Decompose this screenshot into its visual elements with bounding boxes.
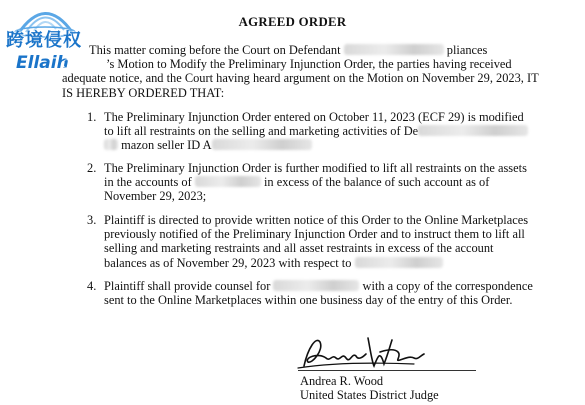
- redacted-block: [355, 257, 443, 268]
- item-text: balances as of November 29, 2023 with respect to: [104, 255, 352, 270]
- item-text: in excess of the balance of such account as of: [263, 175, 490, 190]
- intro-line: IS HEREBY ORDERED THAT:: [62, 85, 225, 100]
- judge-name: Andrea R. Wood: [300, 374, 384, 388]
- item-text: The Preliminary Injunction Order entered on October 11, 2023 (ECF 29) is modified: [104, 110, 524, 124]
- item-text: sent to the Online Marketplaces within one business day of the entry of this Order.: [104, 293, 513, 308]
- item-text: with a copy of the correspondence: [362, 279, 533, 293]
- intro-text: Co., Ltd.: [62, 57, 107, 72]
- judge-title: United States District Judge: [300, 388, 439, 402]
- document-title: AGREED ORDER: [238, 15, 347, 29]
- order-item-4: [104, 279, 574, 307]
- order-item-3: [104, 213, 574, 270]
- intro-paragraph: [62, 43, 567, 100]
- item-line: [104, 175, 574, 189]
- item-text: Plaintiff is directed to provide written notice of this Order to the Online Marketplaces: [104, 213, 529, 227]
- item-text: to lift all restraints on the selling and marketing activities of De: [104, 124, 419, 139]
- redacted-block: [195, 176, 261, 187]
- intro-line: adequate notice, and the Court having heard argument on the Motion on November 29, 2023, IT: [62, 71, 539, 86]
- item-number: 1.: [87, 110, 97, 124]
- intro-text: pliances: [446, 43, 488, 57]
- order-item-1: [104, 110, 574, 153]
- redacted-block: [273, 280, 359, 291]
- redacted-block: [344, 44, 444, 55]
- item-text: in the accounts of: [104, 175, 192, 190]
- intro-text: This matter coming before the Court on Defendant: [89, 43, 341, 57]
- order-item-2: [104, 161, 574, 204]
- judge-signature-image: [294, 328, 434, 372]
- redacted-block: [212, 139, 312, 150]
- item-number: 2.: [87, 161, 97, 175]
- intro-line: [62, 57, 567, 71]
- item-number: 4.: [87, 279, 97, 293]
- item-text: November 29, 2023;: [104, 189, 207, 204]
- item-text: Plaintiff shall provide counsel for: [104, 279, 271, 293]
- item-number: 3.: [87, 213, 97, 227]
- signature-line: [298, 370, 476, 371]
- intro-text: ’s Motion to Modify the Preliminary Injunction Order, the parties having received: [106, 57, 512, 72]
- item-text: previously notified of the Preliminary Injunction Order and to instruct them to lift all: [104, 227, 525, 242]
- item-line: [104, 256, 574, 270]
- logo-english-text: Ellaih: [16, 53, 69, 73]
- redacted-block: [418, 125, 528, 136]
- logo-chinese-text: 跨境侵权: [6, 30, 82, 51]
- intro-line: [62, 43, 567, 57]
- item-text: mazon seller ID A: [121, 138, 212, 153]
- item-text: The Preliminary Injunction Order is further modified to lift all restraints on the assets: [104, 161, 527, 175]
- item-text: selling and marketing restraints and all asset restraints in excess of the account: [104, 241, 494, 256]
- item-line: [104, 279, 574, 293]
- item-line: [104, 124, 574, 138]
- item-line: [104, 138, 574, 152]
- redacted-block: [104, 139, 118, 150]
